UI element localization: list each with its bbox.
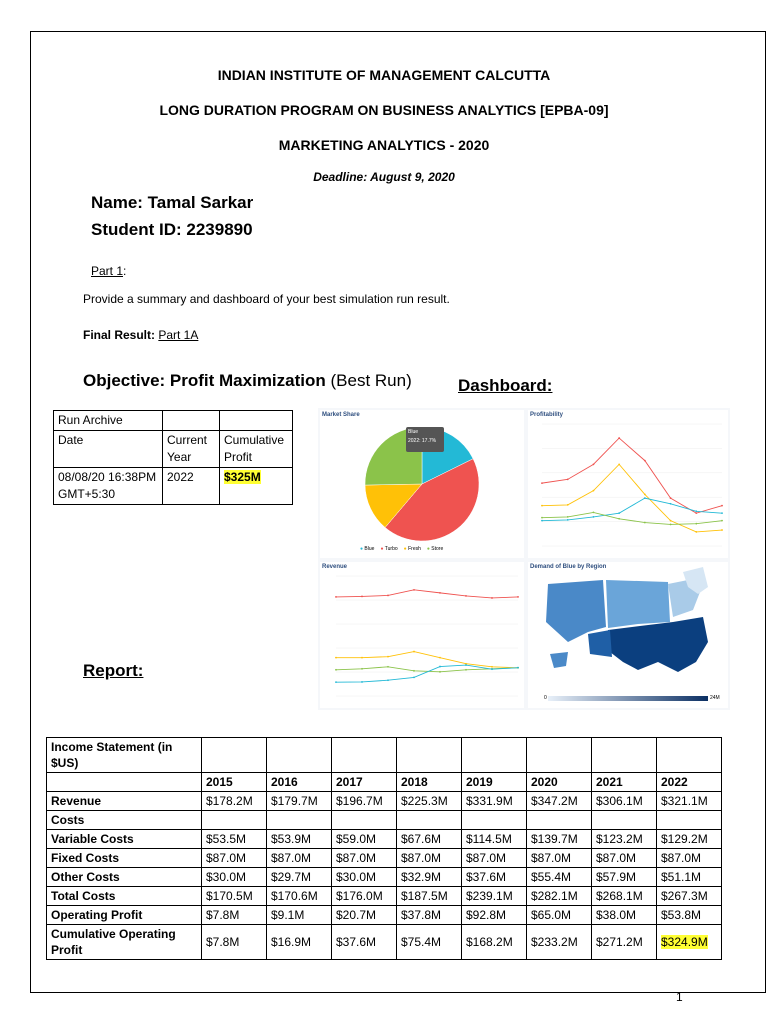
table-row xyxy=(47,925,722,960)
empty-cell xyxy=(220,411,293,431)
table-cell: $37.6M xyxy=(332,925,397,960)
table-cell: $7.8M xyxy=(202,925,267,960)
year-header: 2016 xyxy=(267,773,332,792)
deadline: Deadline: August 9, 2020 xyxy=(313,170,455,184)
data-point xyxy=(695,512,697,514)
empty-cell xyxy=(163,411,220,431)
data-point xyxy=(335,596,337,598)
data-point xyxy=(644,493,646,495)
revenue-chart xyxy=(320,562,524,708)
col-header-current-year: Current Year xyxy=(163,431,220,468)
legend-item-turbo[interactable]: ● Turbo xyxy=(380,546,398,552)
row-label: Fixed Costs xyxy=(47,849,202,868)
table-cell xyxy=(397,811,462,830)
data-point xyxy=(618,512,620,514)
table-cell: $267.3M xyxy=(657,887,722,906)
table-cell: $29.7M xyxy=(267,868,332,887)
table-cell: $176.0M xyxy=(332,887,397,906)
table-cell: $321.1M xyxy=(657,792,722,811)
data-point xyxy=(335,669,337,671)
data-point xyxy=(593,463,595,465)
year-header: 2015 xyxy=(202,773,267,792)
row-label: Operating Profit xyxy=(47,906,202,925)
table-cell: $37.6M xyxy=(462,868,527,887)
table-cell: $75.4M xyxy=(397,925,462,960)
empty-cell xyxy=(592,738,657,773)
row-label: Total Costs xyxy=(47,887,202,906)
data-point xyxy=(413,589,415,591)
year-header: 2018 xyxy=(397,773,462,792)
table-cell: $129.2M xyxy=(657,830,722,849)
market-share-panel xyxy=(320,410,524,558)
legend-label: Blue xyxy=(364,546,375,552)
tooltip-series: Blue xyxy=(408,429,419,435)
course-title: MARKETING ANALYTICS - 2020 xyxy=(278,137,490,153)
table-cell: $306.1M xyxy=(592,792,657,811)
income-title: Income Statement (in $US) xyxy=(47,738,202,773)
data-point xyxy=(695,531,697,533)
part-label xyxy=(91,264,126,278)
table-cell: $271.2M xyxy=(592,925,657,960)
empty-cell xyxy=(47,773,202,792)
table-cell: $178.2M xyxy=(202,792,267,811)
data-point xyxy=(413,651,415,653)
legend-label: Fresh xyxy=(408,546,421,552)
table-cell: $53.5M xyxy=(202,830,267,849)
table-cell: $65.0M xyxy=(527,906,592,925)
data-point xyxy=(541,517,543,519)
table-cell: $87.0M xyxy=(527,849,592,868)
year-header: 2022 xyxy=(657,773,722,792)
col-header-cumulative-profit: Cumulative Profit xyxy=(220,431,293,468)
table-cell xyxy=(657,925,722,960)
table-cell: $347.2M xyxy=(527,792,592,811)
data-point xyxy=(387,656,389,658)
empty-cell xyxy=(202,738,267,773)
pie-legend xyxy=(360,546,443,552)
table-row xyxy=(47,868,722,887)
data-point xyxy=(567,516,569,518)
table-cell xyxy=(202,811,267,830)
data-point xyxy=(593,516,595,518)
table-cell: $168.2M xyxy=(462,925,527,960)
data-point xyxy=(491,666,493,668)
table-cell: $87.0M xyxy=(397,849,462,868)
table-cell: $114.5M xyxy=(462,830,527,849)
table-cell: $123.2M xyxy=(592,830,657,849)
data-point xyxy=(541,520,543,522)
legend-label: Turbo xyxy=(384,546,398,552)
empty-cell xyxy=(462,738,527,773)
table-cell: $331.9M xyxy=(462,792,527,811)
profitability-panel xyxy=(528,410,728,558)
data-point xyxy=(491,597,493,599)
objective-normal: (Best Run) xyxy=(325,371,412,390)
table-cell: $233.2M xyxy=(527,925,592,960)
row-label: Costs xyxy=(47,811,202,830)
col-header-date: Date xyxy=(54,431,163,468)
table-cell: $67.6M xyxy=(397,830,462,849)
table-cell: $37.8M xyxy=(397,906,462,925)
run-archive-title: Run Archive xyxy=(54,411,163,431)
run-current-year: 2022 xyxy=(163,468,220,505)
legend-item-blue[interactable]: ● Blue xyxy=(360,546,375,552)
table-cell: $187.5M xyxy=(397,887,462,906)
objective-bold: Objective: Profit Maximization xyxy=(83,371,326,390)
series-line-turbo xyxy=(542,438,722,513)
data-point xyxy=(439,666,441,668)
data-point xyxy=(644,460,646,462)
table-cell: $9.1M xyxy=(267,906,332,925)
data-point xyxy=(541,482,543,484)
table-row xyxy=(47,887,722,906)
table-cell: $59.0M xyxy=(332,830,397,849)
table-cell: $87.0M xyxy=(332,849,397,868)
legend-label: Store xyxy=(431,546,444,552)
data-point xyxy=(618,463,620,465)
revenue-title: Revenue xyxy=(322,564,348,570)
data-point xyxy=(335,657,337,659)
data-point xyxy=(517,667,519,669)
data-point xyxy=(387,595,389,597)
year-header: 2017 xyxy=(332,773,397,792)
empty-cell xyxy=(657,738,722,773)
table-cell: $53.8M xyxy=(657,906,722,925)
dashboard-heading: Dashboard: xyxy=(458,376,553,395)
data-point xyxy=(439,592,441,594)
market-share-title: Market Share xyxy=(322,412,360,418)
data-point xyxy=(721,512,723,514)
series-line-fresh xyxy=(336,652,518,668)
institute-title: INDIAN INSTITUTE OF MANAGEMENT CALCUTTA xyxy=(217,67,551,83)
final-result-label: Final Result: xyxy=(83,328,159,342)
report-heading: Report: xyxy=(83,661,144,680)
map-scale-min: 0 xyxy=(544,695,547,701)
series-line-turbo xyxy=(336,590,518,598)
table-row xyxy=(47,906,722,925)
data-point xyxy=(670,524,672,526)
table-cell: $87.0M xyxy=(592,849,657,868)
table-cell: $55.4M xyxy=(527,868,592,887)
data-point xyxy=(567,519,569,521)
dashboard-image xyxy=(318,408,730,710)
year-header-row xyxy=(47,773,722,792)
table-cell: $87.0M xyxy=(462,849,527,868)
data-point xyxy=(439,657,441,659)
data-point xyxy=(361,668,363,670)
table-cell: $7.8M xyxy=(202,906,267,925)
revenue-panel xyxy=(320,562,524,708)
data-point xyxy=(465,664,467,666)
table-cell: $30.0M xyxy=(202,868,267,887)
table-cell xyxy=(592,811,657,830)
table-cell xyxy=(462,811,527,830)
table-cell: $92.8M xyxy=(462,906,527,925)
run-cumulative-profit xyxy=(220,468,293,505)
table-cell: $170.6M xyxy=(267,887,332,906)
table-cell: $268.1M xyxy=(592,887,657,906)
data-point xyxy=(593,490,595,492)
table-cell: $32.9M xyxy=(397,868,462,887)
table-cell: $53.9M xyxy=(267,830,332,849)
year-header: 2020 xyxy=(527,773,592,792)
empty-cell xyxy=(332,738,397,773)
part-colon: : xyxy=(123,264,127,278)
data-point xyxy=(618,518,620,520)
table-cell: $20.7M xyxy=(332,906,397,925)
legend-item-store[interactable]: ● Store xyxy=(426,546,444,552)
run-date: 08/08/20 16:38PM GMT+5:30 xyxy=(54,468,163,505)
table-cell: $87.0M xyxy=(202,849,267,868)
row-label: Cumulative Operating Profit xyxy=(47,925,202,960)
row-label: Other Costs xyxy=(47,868,202,887)
data-point xyxy=(413,676,415,678)
table-cell: $170.5M xyxy=(202,887,267,906)
table-cell: $51.1M xyxy=(657,868,722,887)
data-point xyxy=(413,670,415,672)
legend-item-fresh[interactable]: ● Fresh xyxy=(403,546,421,552)
year-header: 2021 xyxy=(592,773,657,792)
table-row xyxy=(47,830,722,849)
table-cell: $87.0M xyxy=(657,849,722,868)
data-point xyxy=(618,437,620,439)
run-archive-table xyxy=(53,410,293,505)
data-point xyxy=(695,523,697,525)
empty-cell xyxy=(527,738,592,773)
tooltip-value: 2022: 17.7% xyxy=(408,438,437,444)
table-cell: $282.1M xyxy=(527,887,592,906)
pie-tooltip xyxy=(406,427,444,452)
program-title: LONG DURATION PROGRAM ON BUSINESS ANALYTICS [EPBA-09] xyxy=(159,102,609,118)
table-cell xyxy=(332,811,397,830)
page-number: 1 xyxy=(676,990,683,1004)
data-point xyxy=(695,510,697,512)
data-point xyxy=(439,671,441,673)
data-point xyxy=(721,505,723,507)
demand-title: Demand of Blue by Region xyxy=(530,564,607,570)
table-cell xyxy=(267,811,332,830)
data-point xyxy=(644,497,646,499)
year-header: 2019 xyxy=(462,773,527,792)
us-demand-map xyxy=(528,562,728,708)
profitability-chart xyxy=(528,410,728,558)
table-cell: $196.7M xyxy=(332,792,397,811)
data-point xyxy=(644,522,646,524)
data-point xyxy=(593,512,595,514)
data-point xyxy=(567,478,569,480)
series-line-store xyxy=(542,512,722,524)
table-row xyxy=(47,792,722,811)
data-point xyxy=(670,503,672,505)
highlighted-cumulative-profit: $324.9M xyxy=(661,935,708,949)
series-line-blue xyxy=(542,498,722,521)
student-id: Student ID: 2239890 xyxy=(91,220,253,239)
map-scale-max: 24M xyxy=(710,695,720,701)
data-point xyxy=(335,681,337,683)
student-name: Name: Tamal Sarkar xyxy=(91,193,254,212)
table-cell: $139.7M xyxy=(527,830,592,849)
highlighted-profit: $325M xyxy=(224,470,261,484)
data-point xyxy=(567,504,569,506)
series-line-blue xyxy=(336,665,518,682)
row-label: Variable Costs xyxy=(47,830,202,849)
table-cell: $239.1M xyxy=(462,887,527,906)
data-point xyxy=(465,595,467,597)
profitability-title: Profitability xyxy=(530,412,564,418)
data-point xyxy=(721,529,723,531)
table-row xyxy=(47,849,722,868)
instruction-text: Provide a summary and dashboard of your best simulation run result. xyxy=(83,292,450,306)
row-label: Revenue xyxy=(47,792,202,811)
data-point xyxy=(387,666,389,668)
empty-cell xyxy=(397,738,462,773)
table-cell: $30.0M xyxy=(332,868,397,887)
part-link[interactable]: Part 1 xyxy=(91,264,124,278)
table-cell: $179.7M xyxy=(267,792,332,811)
data-point xyxy=(541,505,543,507)
final-result-link[interactable]: Part 1A xyxy=(158,328,199,342)
table-cell xyxy=(527,811,592,830)
data-point xyxy=(721,520,723,522)
data-point xyxy=(361,596,363,598)
data-point xyxy=(361,657,363,659)
table-cell xyxy=(657,811,722,830)
data-point xyxy=(491,668,493,670)
demand-panel xyxy=(528,562,728,708)
data-point xyxy=(670,520,672,522)
table-cell: $87.0M xyxy=(267,849,332,868)
table-cell: $16.9M xyxy=(267,925,332,960)
final-result xyxy=(83,328,198,342)
table-cell: $225.3M xyxy=(397,792,462,811)
table-cell: $38.0M xyxy=(592,906,657,925)
table-row xyxy=(47,811,722,830)
income-statement-table xyxy=(46,737,722,960)
objective-heading xyxy=(83,371,412,391)
data-point xyxy=(361,681,363,683)
data-point xyxy=(387,679,389,681)
data-point xyxy=(670,497,672,499)
empty-cell xyxy=(267,738,332,773)
data-point xyxy=(465,669,467,671)
table-cell: $57.9M xyxy=(592,868,657,887)
data-point xyxy=(517,596,519,598)
